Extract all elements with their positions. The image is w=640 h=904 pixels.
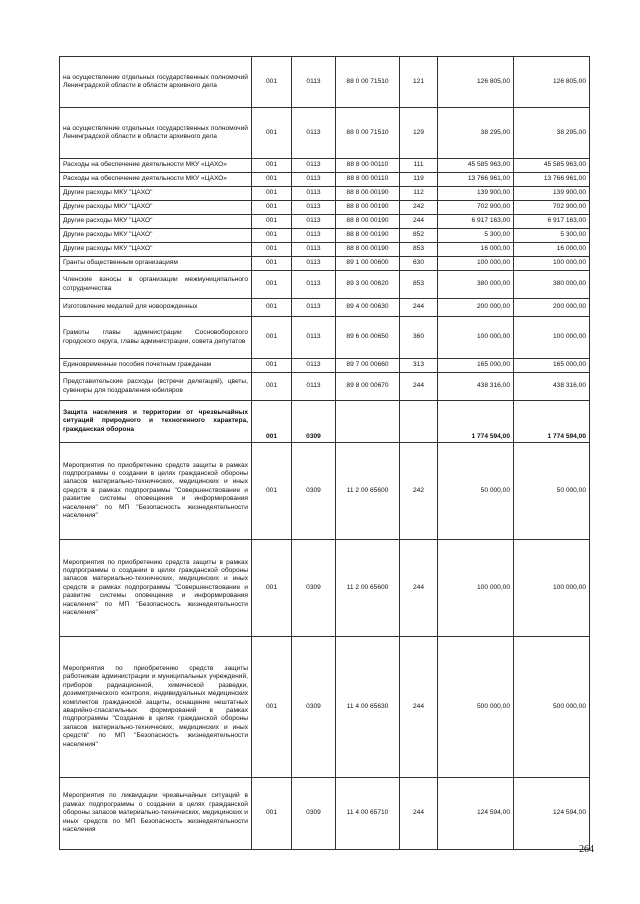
cell-amount-2: 100 000,00: [514, 317, 590, 359]
cell-section-code: 0113: [292, 159, 336, 173]
cell-amount-2: 100 000,00: [514, 257, 590, 271]
cell-amount-2: 124 594,00: [514, 778, 590, 850]
table-row: [60, 373, 590, 401]
cell-amount-2: 200 000,00: [514, 299, 590, 317]
cell-expense-type: 360: [400, 317, 438, 359]
cell-target-article: 89 1 00 00600: [336, 257, 400, 271]
cell-amount-2: 100 000,00: [514, 540, 590, 637]
cell-name: Мероприятия по ликвидации чрезвычайных ситуаций в рамках подпрограммы о создании в целях гражданской обороны запасов материально-технических, медицинских и иных средств по МП Безопасность жизнедеятельности населения: [60, 778, 252, 850]
cell-amount-2: 438 316,00: [514, 373, 590, 401]
cell-section-code: 0309: [292, 778, 336, 850]
cell-amount-2: 126 805,00: [514, 57, 590, 108]
cell-section-code: 0113: [292, 173, 336, 187]
cell-target-article: 11 2 00 65600: [336, 540, 400, 637]
cell-amount-1: 45 585 963,00: [438, 159, 514, 173]
cell-ved-code: 001: [252, 540, 292, 637]
cell-name: Защита населения и территории от чрезвычайных ситуаций природного и техногенного характера, гражданская оборона: [60, 401, 252, 443]
table-row: [60, 243, 590, 257]
cell-amount-1: 500 000,00: [438, 637, 514, 778]
cell-expense-type: 112: [400, 187, 438, 201]
table-row: [60, 637, 590, 778]
cell-section-code: 0113: [292, 299, 336, 317]
cell-ved-code: 001: [252, 373, 292, 401]
table-row: [60, 443, 590, 540]
cell-section-code: 0113: [292, 271, 336, 299]
cell-amount-1: 16 000,00: [438, 243, 514, 257]
cell-section-code: 0113: [292, 317, 336, 359]
cell-expense-type: 119: [400, 173, 438, 187]
cell-name: Другие расходы МКУ "ЦАХО": [60, 187, 252, 201]
cell-name: Мероприятия по приобретению средств защиты работникам администрации и муниципальных учреждений, приборов радиационной, химической разведки, дозиметрического контроля, индивидуальных медицинских комплектов гражданской защиты, оснащение нештатных аварийно-спасательных формирований в рамках подпрограммы "Создание в целях гражданской обороны запасов материально-технических, медицинских и иных средств" по МП "Безопасность жизнедеятельности населения": [60, 637, 252, 778]
cell-expense-type: 244: [400, 215, 438, 229]
cell-amount-1: 1 774 594,00: [438, 401, 514, 443]
cell-section-code: 0113: [292, 257, 336, 271]
cell-expense-type: 630: [400, 257, 438, 271]
cell-ved-code: 001: [252, 271, 292, 299]
table-row: [60, 201, 590, 215]
cell-ved-code: 001: [252, 257, 292, 271]
table-row: [60, 540, 590, 637]
cell-amount-1: 100 000,00: [438, 540, 514, 637]
cell-amount-1: 50 000,00: [438, 443, 514, 540]
cell-section-code: 0113: [292, 373, 336, 401]
cell-expense-type: 121: [400, 57, 438, 108]
cell-expense-type: 111: [400, 159, 438, 173]
cell-target-article: 89 6 00 00650: [336, 317, 400, 359]
table-row: [60, 108, 590, 159]
cell-section-code: 0309: [292, 637, 336, 778]
table-row: [60, 271, 590, 299]
cell-amount-2: 45 585 963,00: [514, 159, 590, 173]
cell-target-article: 88 0 00 71510: [336, 57, 400, 108]
cell-expense-type: 853: [400, 271, 438, 299]
cell-name: Другие расходы МКУ "ЦАХО": [60, 229, 252, 243]
cell-expense-type: 244: [400, 778, 438, 850]
cell-amount-1: 100 000,00: [438, 317, 514, 359]
cell-ved-code: 001: [252, 173, 292, 187]
cell-amount-1: 702 900,00: [438, 201, 514, 215]
cell-target-article: 88 8 00 00190: [336, 187, 400, 201]
cell-name: Грамоты главы администрации Сосновоборского городского округа, главы администрации, совета депутатов: [60, 317, 252, 359]
cell-expense-type: 244: [400, 299, 438, 317]
table-row: [60, 187, 590, 201]
table-row: [60, 57, 590, 108]
cell-name: Гранты общественным организациям: [60, 257, 252, 271]
cell-name: на осуществление отдельных государственных полномочий Ленинградской области в области архивного дела: [60, 108, 252, 159]
cell-ved-code: 001: [252, 317, 292, 359]
cell-section-code: 0113: [292, 187, 336, 201]
cell-ved-code: 001: [252, 57, 292, 108]
cell-amount-1: 5 300,00: [438, 229, 514, 243]
cell-target-article: [336, 401, 400, 443]
cell-expense-type: 853: [400, 243, 438, 257]
cell-target-article: 88 8 00 00110: [336, 159, 400, 173]
cell-ved-code: 001: [252, 401, 292, 443]
cell-amount-2: 1 774 594,00: [514, 401, 590, 443]
cell-expense-type: 244: [400, 540, 438, 637]
cell-section-code: 0113: [292, 243, 336, 257]
cell-name: Другие расходы МКУ "ЦАХО": [60, 215, 252, 229]
cell-ved-code: 001: [252, 778, 292, 850]
cell-expense-type: 244: [400, 373, 438, 401]
cell-ved-code: 001: [252, 299, 292, 317]
cell-amount-2: 139 900,00: [514, 187, 590, 201]
cell-target-article: 89 8 00 00670: [336, 373, 400, 401]
budget-sheet: [59, 56, 589, 850]
cell-amount-1: 38 295,00: [438, 108, 514, 159]
cell-name: Другие расходы МКУ "ЦАХО": [60, 201, 252, 215]
cell-name: Членские взносы в организации межмуниципального сотрудничества: [60, 271, 252, 299]
cell-ved-code: 001: [252, 229, 292, 243]
cell-target-article: 11 4 00 65630: [336, 637, 400, 778]
cell-amount-1: 6 917 163,00: [438, 215, 514, 229]
cell-amount-2: 13 766 961,00: [514, 173, 590, 187]
cell-amount-2: 38 295,00: [514, 108, 590, 159]
cell-amount-2: 165 000,00: [514, 359, 590, 373]
cell-target-article: 89 7 00 00660: [336, 359, 400, 373]
cell-amount-1: 438 316,00: [438, 373, 514, 401]
cell-section-code: 0309: [292, 540, 336, 637]
cell-amount-1: 200 000,00: [438, 299, 514, 317]
cell-target-article: 88 8 00 00190: [336, 201, 400, 215]
cell-expense-type: 242: [400, 201, 438, 215]
cell-amount-2: 5 300,00: [514, 229, 590, 243]
table-row: [60, 159, 590, 173]
cell-section-code: 0113: [292, 57, 336, 108]
cell-name: Мероприятия по приобретению средств защиты в рамках подпрограммы о создании в целях гражданской обороны запасов материально-технических, медицинских и иных средств в рамках подпрограммы "Совершенствование и развитие системы оповещения и информирования населения" по МП "Безопасность жизнедеятельности населения": [60, 540, 252, 637]
cell-target-article: 88 8 00 00190: [336, 243, 400, 257]
page-number: 264: [579, 844, 594, 855]
cell-target-article: 88 8 00 00190: [336, 215, 400, 229]
cell-name: Единовременные пособия почетным гражданам: [60, 359, 252, 373]
table-row: [60, 215, 590, 229]
cell-amount-2: 702 900,00: [514, 201, 590, 215]
cell-amount-2: 50 000,00: [514, 443, 590, 540]
budget-table: [59, 56, 590, 850]
cell-target-article: 88 8 00 00110: [336, 173, 400, 187]
cell-section-code: 0113: [292, 201, 336, 215]
cell-amount-1: 13 766 961,00: [438, 173, 514, 187]
cell-target-article: 89 4 00 00630: [336, 299, 400, 317]
cell-expense-type: 242: [400, 443, 438, 540]
cell-expense-type: 313: [400, 359, 438, 373]
cell-ved-code: 001: [252, 215, 292, 229]
cell-expense-type: [400, 401, 438, 443]
cell-amount-1: 100 000,00: [438, 257, 514, 271]
cell-amount-2: 16 000,00: [514, 243, 590, 257]
cell-section-code: 0309: [292, 401, 336, 443]
cell-name: Изготовление медалей для новорожденных: [60, 299, 252, 317]
table-row: [60, 778, 590, 850]
cell-amount-1: 124 594,00: [438, 778, 514, 850]
cell-amount-1: 126 805,00: [438, 57, 514, 108]
cell-ved-code: 001: [252, 159, 292, 173]
table-row: [60, 359, 590, 373]
cell-expense-type: 129: [400, 108, 438, 159]
cell-section-code: 0113: [292, 215, 336, 229]
table-row: [60, 173, 590, 187]
cell-target-article: 11 4 00 65710: [336, 778, 400, 850]
cell-amount-1: 165 000,00: [438, 359, 514, 373]
cell-ved-code: 001: [252, 443, 292, 540]
cell-ved-code: 001: [252, 187, 292, 201]
cell-amount-2: 380 000,00: [514, 271, 590, 299]
cell-target-article: 88 0 00 71510: [336, 108, 400, 159]
cell-amount-2: 500 000,00: [514, 637, 590, 778]
cell-section-code: 0113: [292, 229, 336, 243]
cell-name: Расходы на обеспечение деятельности МКУ «ЦАХО»: [60, 159, 252, 173]
cell-amount-1: 380 000,00: [438, 271, 514, 299]
cell-name: на осуществление отдельных государственных полномочий Ленинградской области в области архивного дела: [60, 57, 252, 108]
cell-expense-type: 852: [400, 229, 438, 243]
table-row: [60, 299, 590, 317]
cell-target-article: 89 3 00 00620: [336, 271, 400, 299]
cell-ved-code: 001: [252, 359, 292, 373]
cell-expense-type: 244: [400, 637, 438, 778]
table-row: [60, 401, 590, 443]
cell-amount-1: 139 900,00: [438, 187, 514, 201]
cell-target-article: 11 2 00 65600: [336, 443, 400, 540]
cell-name: Представительские расходы (встречи делегаций), цветы, сувениры для поздравления юбиляров: [60, 373, 252, 401]
cell-amount-2: 6 917 163,00: [514, 215, 590, 229]
cell-section-code: 0113: [292, 108, 336, 159]
cell-ved-code: 001: [252, 637, 292, 778]
cell-target-article: 88 8 00 00190: [336, 229, 400, 243]
cell-section-code: 0113: [292, 359, 336, 373]
table-row: [60, 317, 590, 359]
cell-ved-code: 001: [252, 201, 292, 215]
cell-name: Другие расходы МКУ "ЦАХО": [60, 243, 252, 257]
cell-name: Мероприятия по приобретению средств защиты в рамках подпрограммы о создании в целях гражданской обороны запасов материально-технических, медицинских и иных средств в рамках подпрограммы "Совершенствование и развитие системы оповещения и информирования населения" по МП "Безопасность жизнедеятельности населения": [60, 443, 252, 540]
cell-name: Расходы на обеспечение деятельности МКУ «ЦАХО»: [60, 173, 252, 187]
table-row: [60, 229, 590, 243]
cell-ved-code: 001: [252, 108, 292, 159]
table-row: [60, 257, 590, 271]
cell-section-code: 0309: [292, 443, 336, 540]
cell-ved-code: 001: [252, 243, 292, 257]
